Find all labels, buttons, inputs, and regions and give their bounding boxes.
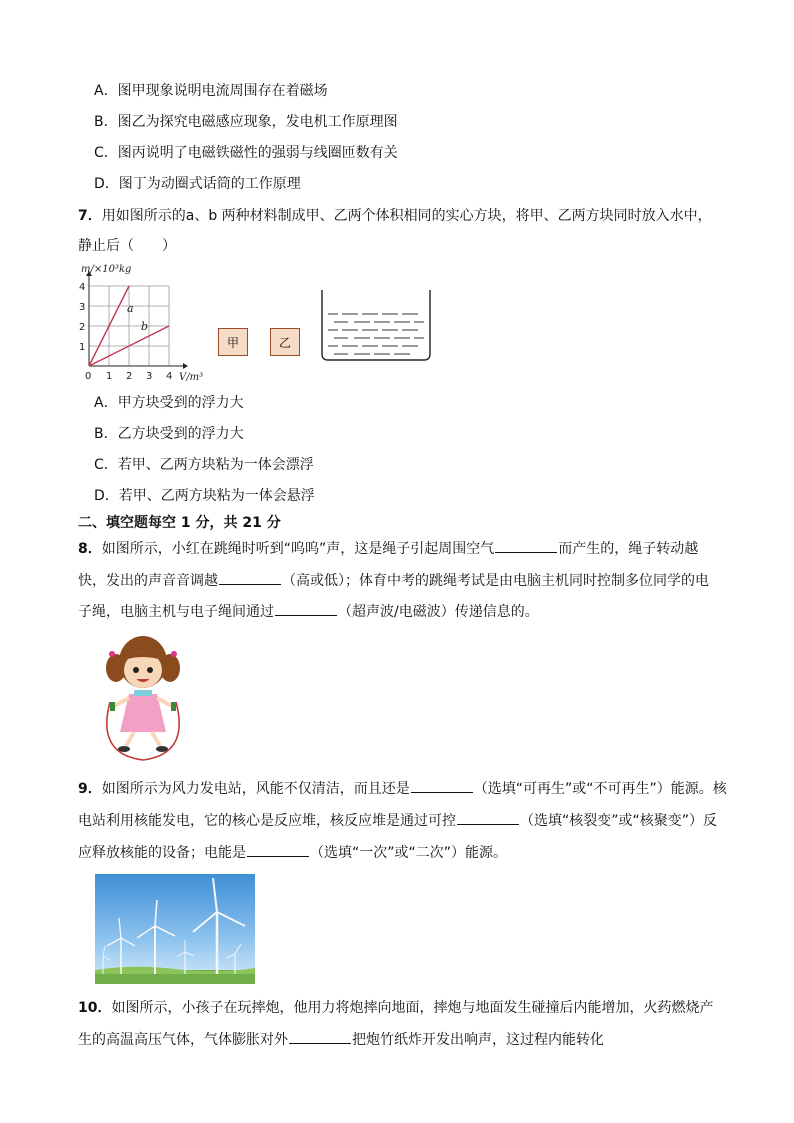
x-tick-label: 0	[85, 371, 92, 382]
y-axis-label: m/×10³kg	[81, 264, 132, 275]
q7-text-1: 用如图所示的a、b 两种材料制成甲、乙两个体积相同的实心方块，将甲、乙两方块同时放入水中，	[101, 208, 712, 224]
x-tick-label: 4	[166, 371, 173, 382]
water-container-icon	[318, 288, 434, 364]
q6-option-a: A．图甲现象说明电流周围存在着磁场	[94, 83, 328, 99]
section-heading: 二、填空题每空 1 分，共 21 分	[78, 515, 281, 531]
answer-blank[interactable]	[275, 601, 337, 616]
q7-number: 7．	[78, 208, 102, 224]
q7-stem-line1	[78, 206, 712, 226]
q10-number: 10．	[78, 1000, 112, 1016]
q7-option-a: A．甲方块受到的浮力大	[94, 395, 244, 411]
q9-text-2a: 电站利用核能发电，它的核心是反应堆，核反应堆是通过可控	[78, 813, 456, 829]
series-label-a: a	[127, 302, 134, 315]
x-axis-label: V/m³	[179, 372, 204, 383]
q6-option-b: B．图乙为探究电磁感应现象，发电机工作原理图	[94, 114, 398, 130]
q8-text-1a: 如图所示，小红在跳绳时听到“呜呜”声，这是绳子引起周围空气	[101, 541, 495, 557]
q8-text-1b: 而产生的，绳子转动越	[558, 541, 699, 557]
y-tick-label: 4	[79, 282, 86, 293]
q7-option-c: C．若甲、乙两方块粘为一体会漂浮	[94, 457, 314, 473]
q10-text-1: 如图所示，小孩子在玩摔炮，他用力将炮摔向地面，摔炮与地面发生碰撞后内能增加，火药燃烧产	[111, 1000, 714, 1016]
q10-line1	[78, 998, 713, 1018]
q9-line1	[78, 778, 727, 799]
q9-text-3a: 应释放核能的设备；电能是	[78, 845, 246, 861]
q7-option-b: B．乙方块受到的浮力大	[94, 426, 244, 442]
answer-blank[interactable]	[247, 842, 309, 857]
series-label-b: b	[141, 320, 149, 333]
x-tick-label: 3	[146, 371, 153, 382]
chart-grid	[89, 286, 169, 366]
q8-line2	[78, 570, 709, 591]
q8-text-2a: 快，发出的声音音调越	[78, 573, 218, 589]
q6-option-c: C．图丙说明了电磁铁磁性的强弱与线圈匝数有关	[94, 145, 398, 161]
q7-stem-line2: 静止后（ ）	[78, 238, 176, 254]
q9-text-1a: 如图所示为风力发电站，风能不仅清洁，而且还是	[101, 781, 410, 797]
q8-line3	[78, 601, 539, 622]
q9-text-2b: （选填“核裂变”或“核聚变”）反	[520, 813, 718, 829]
q9-line2	[78, 810, 717, 831]
q8-number: 8．	[78, 541, 102, 557]
q7-option-d: D．若甲、乙两方块粘为一体会悬浮	[94, 488, 315, 504]
answer-blank[interactable]	[411, 778, 473, 793]
mass-volume-chart	[72, 262, 212, 386]
x-axis-arrow-icon	[183, 363, 188, 369]
q6-option-d: D．图丁为动圈式话筒的工作原理	[94, 176, 301, 192]
q8-text-3a: 子绳，电脑主机与电子绳间通过	[78, 604, 274, 620]
girl-jump-rope-image	[98, 632, 188, 764]
x-tick-label: 1	[106, 371, 113, 382]
wind-farm-image	[95, 874, 255, 984]
y-tick-label: 1	[79, 342, 86, 353]
q9-text-3b: （选填“一次”或“二次”）能源。	[310, 845, 508, 861]
q9-number: 9．	[78, 781, 102, 797]
q8-text-2b: （高或低）；体育中考的跳绳考试是由电脑主机同时控制多位同学的电	[282, 573, 709, 589]
q9-text-1b: （选填“可再生”或“不可再生”）能源。核	[473, 781, 727, 797]
block-yi: 乙	[270, 328, 300, 356]
q8-text-3b: （超声波/电磁波）传递信息的。	[338, 604, 539, 620]
y-tick-label: 3	[79, 302, 86, 313]
q10-text-2b: 把炮竹纸炸开发出响声，这过程内能转化	[352, 1032, 604, 1048]
answer-blank[interactable]	[495, 538, 557, 553]
q9-line3	[78, 842, 507, 863]
y-tick-label: 2	[79, 322, 86, 333]
q10-line2	[78, 1029, 604, 1050]
block-jia: 甲	[218, 328, 248, 356]
q10-text-2a: 生的高温高压气体，气体膨胀对外	[78, 1032, 288, 1048]
q8-line1	[78, 538, 698, 559]
x-tick-label: 2	[126, 371, 133, 382]
answer-blank[interactable]	[457, 810, 519, 825]
answer-blank[interactable]	[219, 570, 281, 585]
answer-blank[interactable]	[289, 1029, 351, 1044]
